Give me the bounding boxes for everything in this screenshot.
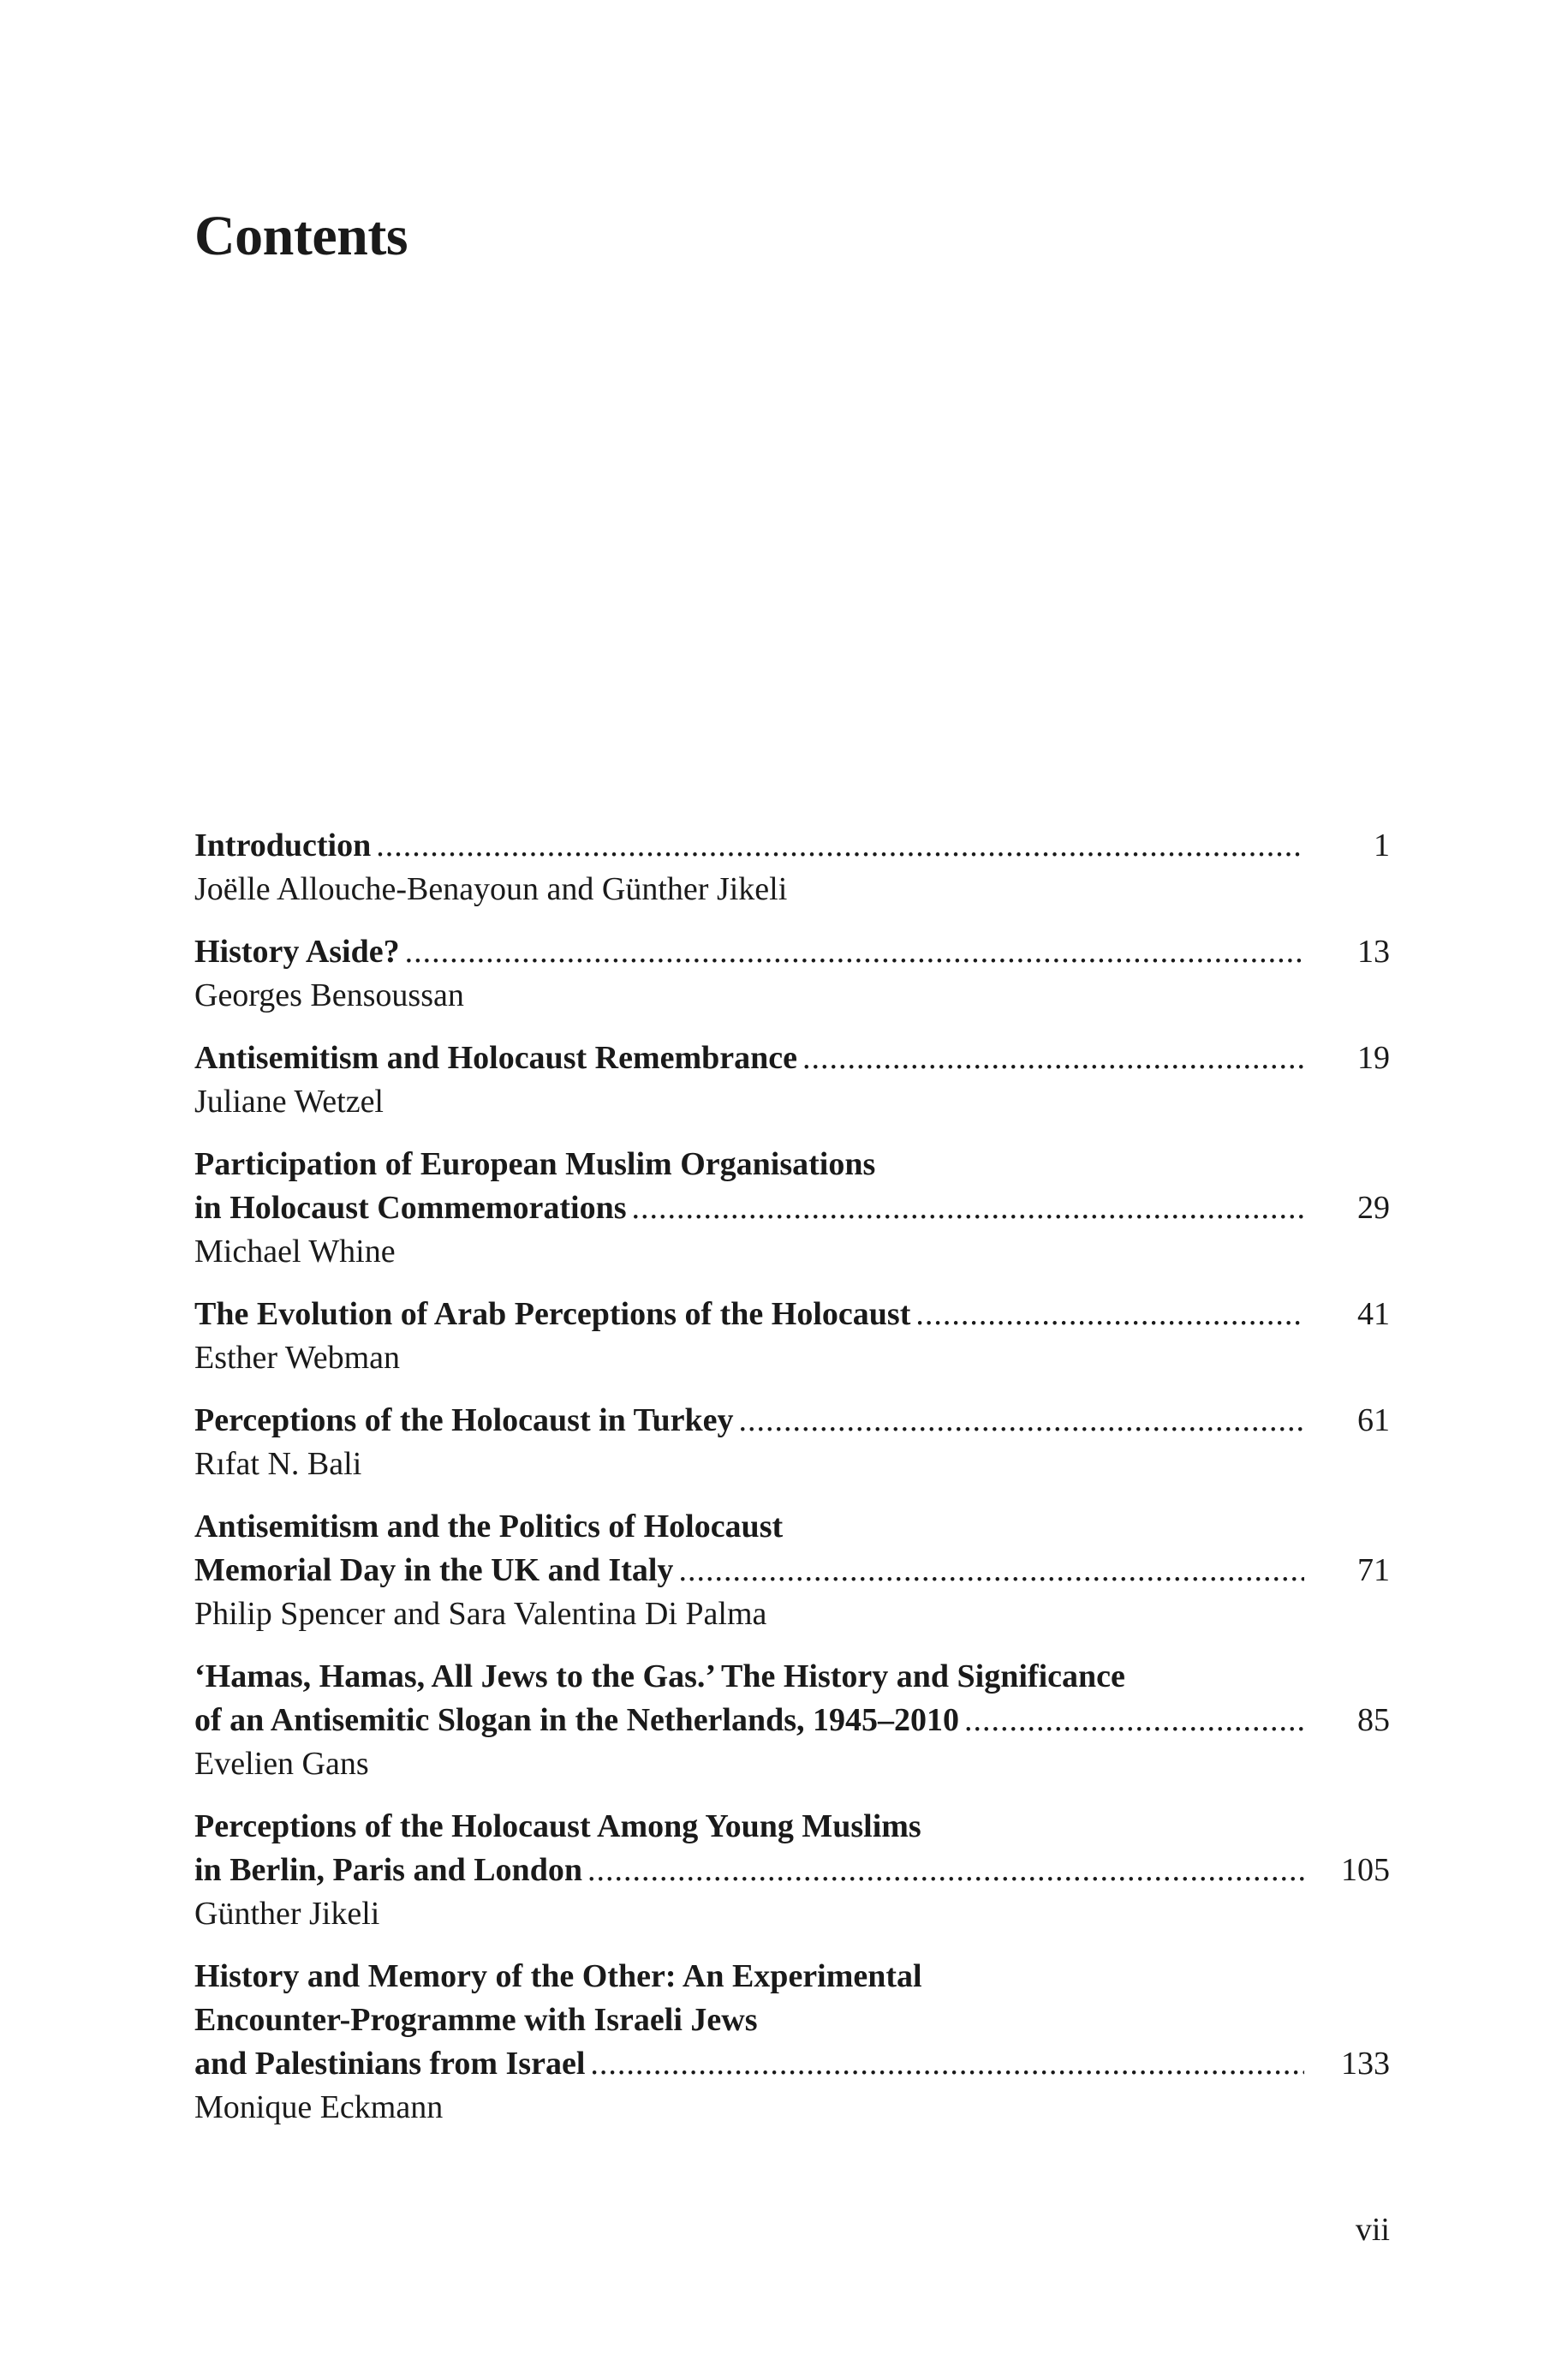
toc-entry-author: Evelien Gans	[194, 1746, 369, 1782]
dot-leader	[590, 2042, 1304, 2086]
toc-entry[interactable]	[194, 1805, 1390, 1936]
toc-entry[interactable]	[194, 1505, 1390, 1636]
toc-entry-title-row	[194, 930, 1390, 974]
toc-entry-title-row	[194, 1849, 1390, 1892]
dot-leader	[964, 1699, 1304, 1742]
toc-entry[interactable]	[194, 1037, 1390, 1124]
toc-entry-page-number: 71	[1357, 1552, 1390, 1588]
toc-entry-page-number: 85	[1357, 1702, 1390, 1738]
toc-entry-title-line: Encounter-Programme with Israeli Jews	[194, 2002, 758, 2038]
dot-leader	[802, 1037, 1304, 1080]
toc-entry-page-number: 13	[1357, 934, 1390, 970]
toc-entry-title-row	[194, 1399, 1390, 1443]
toc-entry-author: Philip Spencer and Sara Valentina Di Palma	[194, 1596, 767, 1632]
dot-leader	[678, 1549, 1304, 1592]
dot-leader	[739, 1399, 1305, 1443]
toc-entry-title: of an Antisemitic Slogan in the Netherlands, 1945–2010	[194, 1702, 960, 1738]
toc-entry[interactable]	[194, 930, 1390, 1018]
dot-leader	[632, 1186, 1304, 1230]
toc-entry-title-row	[194, 1699, 1390, 1742]
dot-leader	[587, 1849, 1304, 1892]
toc-entry-author: Günther Jikeli	[194, 1896, 380, 1932]
toc-entry-title: in Berlin, Paris and London	[194, 1852, 582, 1888]
toc-entry[interactable]	[194, 1655, 1390, 1786]
toc-entry-author: Michael Whine	[194, 1234, 396, 1270]
toc-entry-page-number: 29	[1357, 1190, 1390, 1226]
toc-entry-author: Monique Eckmann	[194, 2089, 444, 2125]
toc-entry-title-line: Participation of European Muslim Organisations	[194, 1146, 876, 1182]
toc-entry-title: History Aside?	[194, 934, 400, 970]
toc-entry-title: Introduction	[194, 828, 372, 863]
toc-entry-title-row	[194, 2042, 1390, 2086]
toc-entry-title: Antisemitism and Holocaust Remembrance	[194, 1040, 797, 1076]
toc-entry-page-number: 1	[1374, 828, 1390, 863]
toc-entry-title-row	[194, 1549, 1390, 1592]
toc-entry-page-number: 61	[1357, 1402, 1390, 1438]
dot-leader	[405, 930, 1304, 974]
toc-entry-title-line: ‘Hamas, Hamas, All Jews to the Gas.’ The History and Significance	[194, 1658, 1125, 1694]
dot-leader	[376, 824, 1304, 868]
table-of-contents	[194, 824, 1390, 2148]
page-number: vii	[1355, 2212, 1390, 2248]
toc-entry-title-row	[194, 824, 1390, 868]
toc-entry-author: Juliane Wetzel	[194, 1084, 384, 1120]
toc-entry-title-row	[194, 1293, 1390, 1336]
toc-entry-title: Perceptions of the Holocaust in Turkey	[194, 1402, 734, 1438]
page-title: Contents	[194, 205, 408, 267]
toc-entry-title-line: History and Memory of the Other: An Experimental	[194, 1958, 922, 1994]
toc-entry-page-number: 41	[1357, 1296, 1390, 1332]
toc-entry-page-number: 19	[1357, 1040, 1390, 1076]
toc-entry-author: Georges Bensoussan	[194, 977, 464, 1013]
toc-entry-author: Rıfat N. Bali	[194, 1446, 362, 1482]
toc-entry[interactable]	[194, 1399, 1390, 1486]
toc-entry-page-number: 133	[1341, 2046, 1390, 2082]
toc-entry-title-row	[194, 1037, 1390, 1080]
toc-entry[interactable]	[194, 1293, 1390, 1380]
toc-entry[interactable]	[194, 1955, 1390, 2130]
toc-entry-page-number: 105	[1341, 1852, 1390, 1888]
toc-entry[interactable]	[194, 824, 1390, 911]
toc-entry-title-row	[194, 1186, 1390, 1230]
toc-entry-title: Memorial Day in the UK and Italy	[194, 1552, 674, 1588]
toc-entry-title-line: Antisemitism and the Politics of Holocaust	[194, 1509, 784, 1545]
toc-entry-title: in Holocaust Commemorations	[194, 1190, 627, 1226]
dot-leader	[915, 1293, 1304, 1336]
toc-entry-author: Esther Webman	[194, 1340, 401, 1376]
toc-entry-title-line: Perceptions of the Holocaust Among Young Muslims	[194, 1808, 921, 1844]
toc-entry-title: The Evolution of Arab Perceptions of the Holocaust	[194, 1296, 911, 1332]
toc-entry-author: Joëlle Allouche-Benayoun and Günther Jikeli	[194, 871, 788, 907]
toc-entry[interactable]	[194, 1143, 1390, 1274]
toc-entry-title: and Palestinians from Israel	[194, 2046, 586, 2082]
